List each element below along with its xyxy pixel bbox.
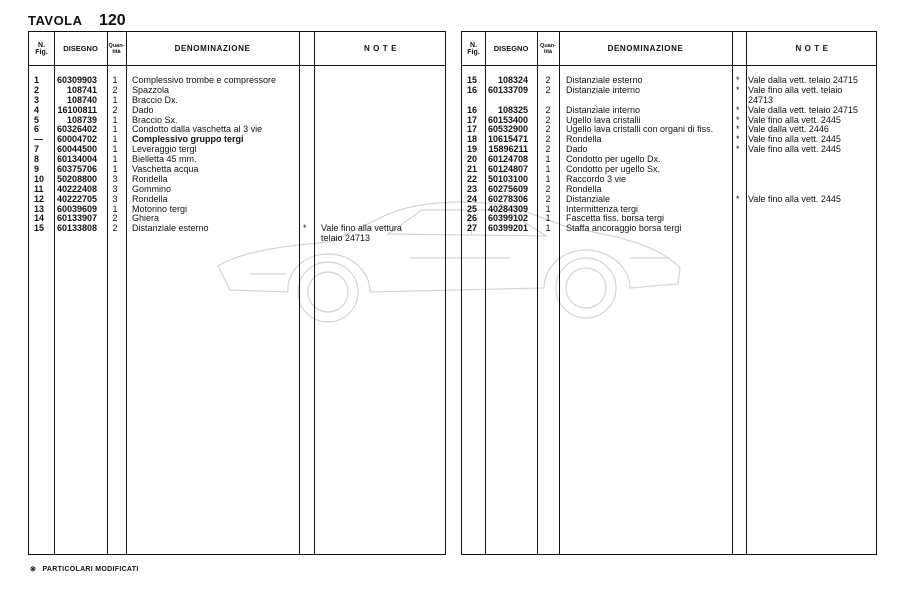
part-description: Condotto dalla vaschetta al 3 vie — [132, 124, 263, 135]
note-text: Vale fino alla vett. 2445 — [748, 134, 841, 145]
fig-number: 3 — [34, 94, 40, 105]
right-parts-table — [461, 31, 877, 555]
fig-number: 12 — [34, 193, 45, 204]
part-number: 60133808 — [56, 223, 97, 234]
part-description: Intermittenza tergi — [566, 203, 639, 214]
part-description: Condotto per ugello Sx. — [566, 164, 661, 175]
part-number: 60532900 — [487, 124, 528, 135]
quantity: 1 — [545, 164, 551, 175]
note-text: Vale fino alla vett. telaio — [748, 84, 843, 95]
quantity: 2 — [545, 134, 551, 145]
quantity: 1 — [112, 144, 118, 155]
part-number: 60039609 — [56, 203, 97, 214]
fig-number: 6 — [34, 124, 40, 135]
fig-number: — — [34, 134, 43, 145]
quantity: 2 — [545, 183, 551, 194]
fig-number: 4 — [34, 104, 40, 115]
fig-number: 25 — [467, 203, 478, 214]
part-number: 40222705 — [56, 193, 97, 204]
fig-number: 15 — [467, 75, 478, 85]
fig-number: 26 — [467, 213, 478, 224]
fig-number: 10 — [34, 173, 45, 184]
part-description: Distanziale interno — [566, 104, 641, 115]
fig-number: 27 — [467, 223, 478, 234]
part-description: Bielletta 45 mm. — [132, 154, 197, 165]
fig-number: 15 — [34, 223, 45, 234]
part-description: Gommino — [132, 183, 172, 194]
part-description: Vaschetta acqua — [132, 164, 199, 175]
part-number: 60124807 — [487, 164, 528, 175]
part-number: 60309903 — [56, 75, 97, 85]
quantity: 3 — [112, 183, 118, 194]
part-description: Fascetta fiss. borsa tergi — [566, 213, 665, 224]
part-number: 108325 — [497, 104, 528, 115]
part-number: 60044500 — [56, 144, 97, 155]
page-title — [28, 12, 126, 30]
header-fig: N. Fig. — [467, 41, 480, 56]
modified-marker: * — [736, 104, 740, 115]
quantity: 1 — [112, 124, 118, 135]
tavola-number: 120 — [98, 12, 126, 29]
part-description: Complessivo gruppo tergi — [132, 134, 244, 145]
fig-number: 2 — [34, 84, 40, 95]
part-description: Distanziale interno — [566, 84, 641, 95]
part-description: Staffa ancoraggio borsa tergi — [566, 223, 682, 234]
left-table-rows — [29, 76, 445, 244]
quantity: 2 — [545, 104, 551, 115]
quantity: 1 — [112, 203, 118, 214]
fig-number: 21 — [467, 164, 478, 175]
part-number: 60326402 — [56, 124, 97, 135]
fig-number: 16 — [467, 104, 478, 115]
table-row — [29, 224, 445, 234]
fig-number: 8 — [34, 154, 40, 165]
part-description: Dado — [566, 144, 588, 155]
quantity: 1 — [112, 75, 118, 85]
modified-parts-symbol: ⊗ — [30, 566, 37, 573]
note-text: Vale dalla vett. telaio 24715 — [748, 75, 858, 85]
modified-marker: * — [736, 114, 740, 125]
table-row — [462, 224, 876, 234]
header-disegno: DISEGNO — [493, 44, 529, 53]
part-description: Braccio Sx. — [132, 114, 178, 125]
modified-marker: * — [736, 75, 740, 85]
fig-number: 9 — [34, 164, 40, 175]
part-number: 50103100 — [487, 173, 528, 184]
part-number: 60375706 — [56, 164, 97, 175]
header-denominazione: DENOMINAZIONE — [607, 44, 684, 53]
quantity: 1 — [112, 164, 118, 175]
fig-number: 7 — [34, 144, 40, 155]
modified-parts-label: PARTICOLARI MODIFICATI — [42, 566, 139, 573]
note-text: Vale dalla vett. 2446 — [748, 124, 829, 135]
note-text-continued: 24713 — [748, 94, 774, 105]
note-text: Vale dalla vett. telaio 24715 — [748, 104, 858, 115]
fig-number: 20 — [467, 154, 478, 165]
quantity: 2 — [545, 84, 551, 95]
header-note: N O T E — [795, 44, 829, 53]
part-number: 15896211 — [488, 144, 528, 155]
fig-number: 23 — [467, 183, 478, 194]
fig-number: 13 — [34, 203, 45, 214]
part-description: Dado — [132, 104, 154, 115]
part-description: Rondella — [132, 173, 168, 184]
fig-number: 11 — [34, 183, 44, 194]
quantity: 1 — [112, 154, 118, 165]
part-number: 60134004 — [56, 154, 97, 165]
part-description: Distanziale esterno — [132, 223, 209, 234]
quantity: 1 — [545, 213, 551, 224]
fig-number: 5 — [34, 114, 40, 125]
part-description: Raccordo 3 vie — [566, 173, 627, 184]
part-description: Rondella — [132, 193, 168, 204]
quantity: 2 — [545, 124, 551, 135]
fig-number: 19 — [467, 144, 478, 155]
quantity: 2 — [112, 223, 118, 234]
right-table-rows — [462, 76, 876, 234]
quantity: 1 — [545, 223, 551, 234]
quantity: 2 — [112, 84, 118, 95]
part-number: 10615471 — [487, 134, 528, 145]
header-quantita: Quan- tità — [108, 42, 125, 55]
footer-legend — [30, 565, 139, 573]
quantity: 2 — [112, 213, 118, 224]
quantity: 2 — [545, 75, 551, 85]
part-description: Distanziale — [566, 193, 611, 204]
quantity: 1 — [545, 173, 551, 184]
header-quantita: Quan- tità — [540, 42, 556, 55]
part-number: 16100811 — [57, 104, 97, 115]
part-number: 60124708 — [487, 154, 528, 165]
table-row — [462, 86, 876, 96]
part-description: Rondella — [566, 134, 602, 145]
fig-number: 22 — [467, 173, 478, 184]
part-number: 60153400 — [487, 114, 528, 125]
part-description: Complessivo trombe e compressore — [132, 75, 277, 85]
part-description: Spazzola — [132, 84, 170, 95]
table-row-continuation — [29, 234, 445, 244]
part-description: Ghiera — [132, 213, 160, 224]
part-number: 60399102 — [487, 213, 528, 224]
part-number: 60275609 — [487, 183, 528, 194]
part-number: 60399201 — [487, 223, 528, 234]
header-fig: N. Fig. — [35, 41, 48, 56]
modified-marker: * — [736, 134, 740, 145]
fig-number: 17 — [467, 124, 478, 135]
part-number: 50208800 — [56, 173, 97, 184]
part-description: Braccio Dx. — [132, 94, 179, 105]
fig-number: 18 — [467, 134, 478, 145]
note-text: Vale fino alla vett. 2445 — [748, 144, 841, 155]
quantity: 3 — [112, 193, 118, 204]
part-number: 60278306 — [487, 193, 528, 204]
part-description: Distanziale esterno — [566, 75, 643, 85]
modified-marker: * — [736, 193, 740, 204]
quantity: 2 — [112, 104, 118, 115]
part-number: 60133907 — [56, 213, 97, 224]
fig-number: 1 — [34, 75, 40, 85]
modified-marker: * — [736, 124, 740, 135]
part-number: 40284309 — [487, 203, 528, 214]
quantity: 2 — [545, 144, 551, 155]
part-number: 108324 — [497, 75, 528, 85]
quantity: 2 — [545, 193, 551, 204]
header-disegno: DISEGNO — [63, 44, 98, 53]
modified-marker: * — [303, 223, 307, 234]
part-number: 108740 — [66, 94, 97, 105]
header-denominazione: DENOMINAZIONE — [174, 44, 251, 53]
quantity: 1 — [112, 114, 118, 125]
note-text: Vale fino alla vettura — [321, 223, 402, 234]
left-parts-table — [28, 31, 446, 555]
part-description: Condotto per ugello Dx. — [566, 154, 661, 165]
modified-marker: * — [736, 84, 740, 95]
note-text: Vale fino alla vett. 2445 — [748, 193, 841, 204]
quantity: 1 — [545, 203, 551, 214]
header-note: N O T E — [363, 44, 398, 53]
note-text: Vale fino alla vett. 2445 — [748, 114, 841, 125]
part-number: 108741 — [66, 84, 97, 95]
part-number: 40222408 — [56, 183, 97, 194]
fig-number: 16 — [467, 84, 478, 95]
modified-marker: * — [736, 144, 740, 155]
quantity: 1 — [112, 94, 118, 105]
quantity: 3 — [112, 173, 118, 184]
part-description: Leveraggio tergi — [132, 144, 197, 155]
part-description: Ugello lava cristalli con organi di fiss. — [566, 124, 714, 135]
part-number: 60133709 — [487, 84, 528, 95]
fig-number: 17 — [467, 114, 478, 125]
part-description: Rondella — [566, 183, 602, 194]
part-number: 108739 — [66, 114, 97, 125]
note-text-continued: telaio 24713 — [321, 233, 371, 244]
fig-number: 14 — [34, 213, 45, 224]
tavola-label: TAVOLA — [28, 13, 83, 28]
part-description: Motorino tergi — [132, 203, 188, 214]
part-description: Ugello lava cristalli — [566, 114, 641, 125]
part-number: 60004702 — [56, 134, 97, 145]
quantity: 1 — [545, 154, 551, 165]
quantity: 2 — [545, 114, 551, 125]
quantity: 1 — [112, 134, 118, 145]
fig-number: 24 — [467, 193, 478, 204]
